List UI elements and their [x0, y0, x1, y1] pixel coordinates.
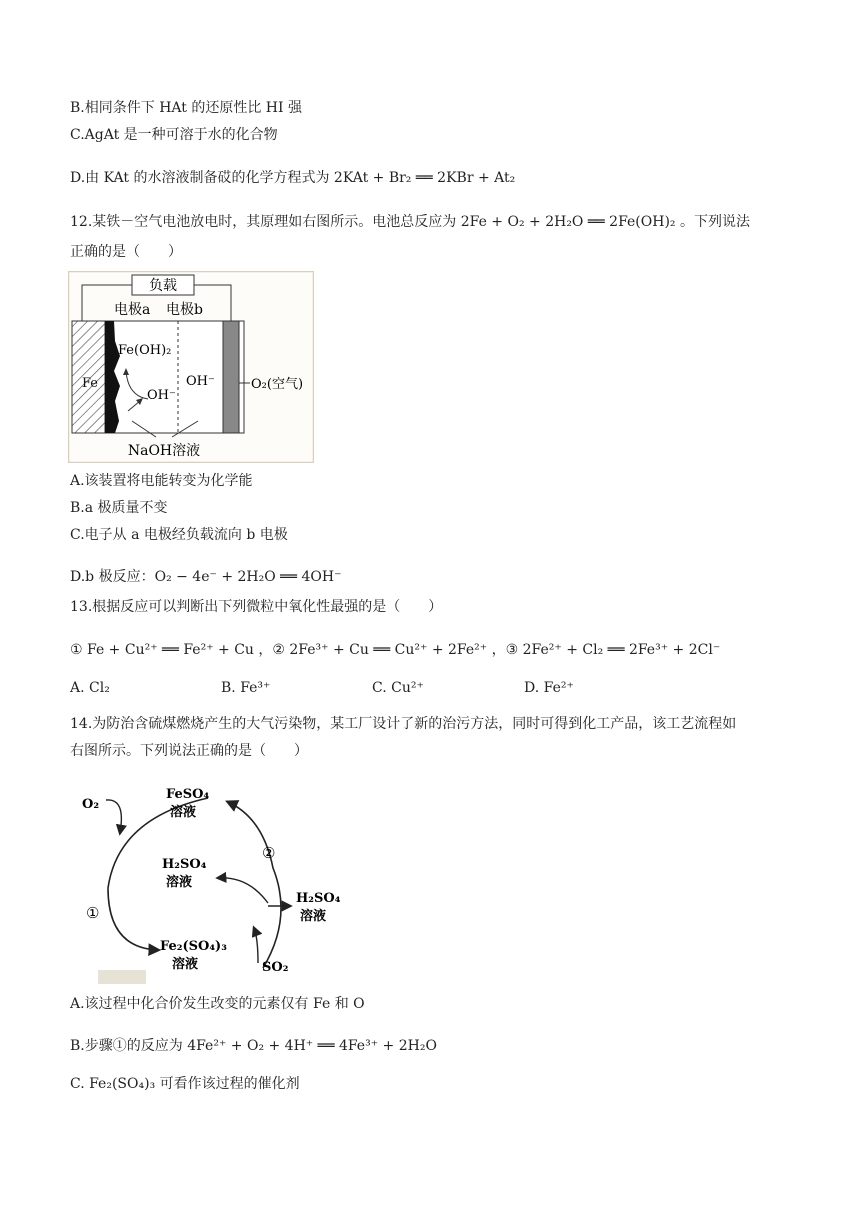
q12-option-d: D.b 极反应：O₂ − 4e⁻ + 2H₂O ══ 4OH⁻: [70, 569, 342, 585]
load-label: 负载: [149, 278, 177, 294]
o2-label: O₂: [82, 797, 100, 812]
naoh-label: NaOH溶液: [127, 443, 201, 459]
h2so4-inner-label: H₂SO₄: [162, 857, 207, 872]
electrode-b: [223, 321, 239, 433]
fe-label: Fe: [82, 376, 99, 391]
q14-stem-line1: 14.为防治含硫煤燃烧产生的大气污染物，某工厂设计了新的治污方法，同时可得到化工产品，该工艺流程如: [70, 716, 737, 732]
q13-option-a: A. Cl₂: [70, 680, 110, 696]
h2so4-right-solution-label: 溶液: [300, 909, 327, 924]
electrode-a-label: 电极a: [114, 302, 151, 318]
q14-option-a: A.该过程中化合价发生改变的元素仅有 Fe 和 O: [70, 996, 365, 1012]
q14-stem-line2: 右图所示。下列说法正确的是（ ）: [70, 743, 308, 759]
feso4-label: FeSO₄: [166, 787, 210, 802]
q13-reactions: ① Fe + Cu²⁺ ══ Fe²⁺ + Cu ，② 2Fe³⁺ + Cu ══ Cu²⁺ + 2Fe²⁺ ，③ 2Fe²⁺ + Cl₂ ══ 2Fe³⁺ + 2Cl⁻: [70, 642, 721, 658]
o2-air-label: O₂(空气): [251, 377, 304, 392]
q14-option-b: B.步骤①的反应为 4Fe²⁺ + O₂ + 4H⁺ ══ 4Fe³⁺ + 2H₂O: [70, 1038, 437, 1054]
h2so4-right-label: H₂SO₄: [296, 891, 341, 906]
feso4-solution-label: 溶液: [170, 805, 197, 820]
step-2-label: ②: [262, 844, 276, 862]
q12-stem-line2: 正确的是（ ）: [70, 244, 182, 260]
q13-option-d: D. Fe²⁺: [524, 680, 574, 696]
q13-option-c: C. Cu²⁺: [372, 680, 424, 696]
q14-option-c: C. Fe₂(SO₄)₃ 可看作该过程的催化剂: [70, 1076, 300, 1092]
q12-stem-line1: 12.某铁－空气电池放电时，其原理如右图所示。电池总反应为 2Fe + O₂ + 2H₂O ══ 2Fe(OH)₂ 。下列说法: [70, 214, 750, 230]
oh-left-label: OH⁻: [147, 388, 176, 403]
battery-diagram: [68, 271, 314, 463]
q13-option-b: B. Fe³⁺: [221, 680, 271, 696]
oh-right-label: OH⁻: [186, 374, 215, 389]
step-1-label: ①: [86, 904, 100, 922]
process-flow-diagram: [78, 778, 368, 988]
scan-artifact: [98, 970, 146, 984]
fe2so43-label: Fe₂(SO₄)₃: [160, 939, 227, 954]
q12-option-a: A.该装置将电能转变为化学能: [70, 473, 253, 489]
q11-option-c: C.AgAt 是一种可溶于水的化合物: [70, 127, 278, 143]
q11-option-d: D.由 KAt 的水溶液制备砹的化学方程式为 2KAt + Br₂ ══ 2KBr + At₂: [70, 170, 516, 186]
fe-oh2-label: Fe(OH)₂: [118, 343, 172, 358]
q11-option-b: B.相同条件下 HAt 的还原性比 HI 强: [70, 100, 302, 116]
fe2so43-solution-label: 溶液: [172, 957, 199, 972]
q13-stem: 13.根据反应可以判断出下列微粒中氧化性最强的是（ ）: [70, 599, 443, 615]
q12-option-c: C.电子从 a 电极经负载流向 b 电极: [70, 527, 288, 543]
so2-label: SO₂: [262, 960, 289, 975]
electrode-b-label: 电极b: [166, 302, 203, 318]
q12-option-b: B.a 极质量不变: [70, 500, 168, 516]
h2so4-inner-solution-label: 溶液: [166, 875, 193, 890]
